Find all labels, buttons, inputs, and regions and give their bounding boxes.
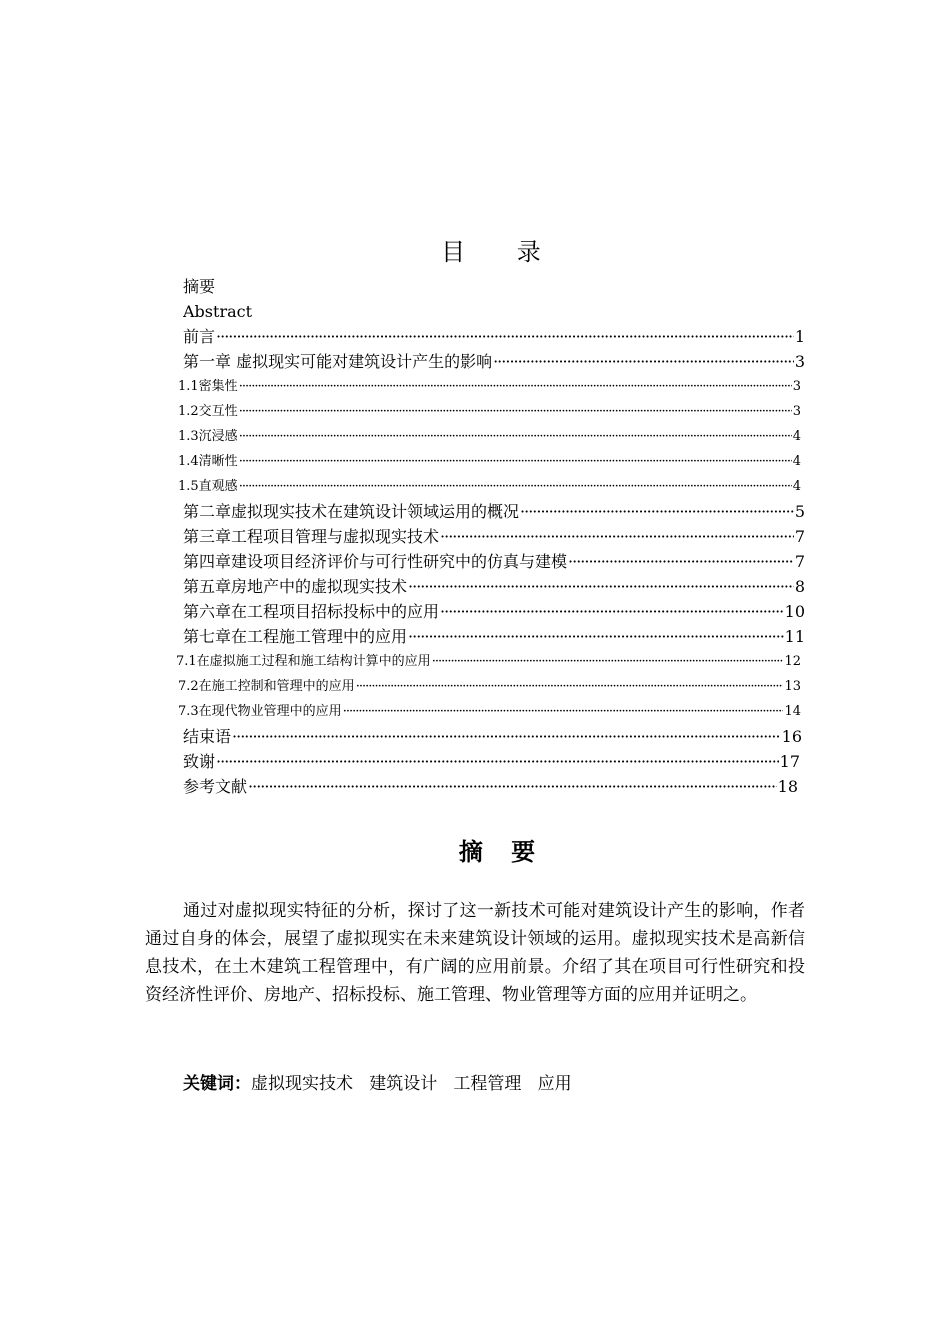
toc-leader-dots [216, 750, 779, 774]
toc-leader-dots [239, 425, 792, 449]
toc-leader-dots [568, 550, 794, 574]
toc-entry-page: 7 [794, 527, 805, 546]
toc-entry-title: 参考文献 [183, 777, 248, 796]
toc-entry [183, 750, 800, 774]
toc-entry [183, 575, 805, 599]
toc-entry-title: 摘要 [183, 277, 216, 296]
toc-leader-dots [408, 575, 794, 599]
toc-entry-title: 1.4清晰性 [178, 454, 238, 469]
toc-entry-page: 4 [792, 479, 801, 494]
abstract-body: 通过对虚拟现实特征的分析，探讨了这一新技术可能对建筑设计产生的影响，作者通过自身的体会，展望了虚拟现实在未来建筑设计领域的运用。虚拟现实技术是高新信息技术，在土木建筑工程管理中，有广阔的应用前景。介绍了其在项目可行性研究和投资经济性评价、房地产、招标投标、施工管理、物业管理等方面的应用并证明之。 [145, 901, 805, 1005]
toc-entry [178, 475, 801, 499]
toc-leader-dots [232, 725, 781, 749]
toc-leader-dots [239, 375, 792, 399]
toc-leader-dots [440, 525, 794, 549]
toc-entry-title: 第三章工程项目管理与虚拟现实技术 [183, 527, 440, 546]
toc-leader-dots [248, 775, 777, 799]
toc-leader-dots [239, 400, 792, 424]
toc-leader-dots [216, 325, 794, 349]
keywords-line [183, 1072, 572, 1096]
keywords-text: 虚拟现实技术 建筑设计 工程管理 应用 [251, 1074, 572, 1094]
toc-entry [178, 425, 801, 449]
toc-entry [183, 625, 805, 649]
toc-entry-page: 5 [794, 502, 805, 521]
toc-leader-dots [239, 450, 792, 474]
toc-entry-title: 第五章房地产中的虚拟现实技术 [183, 577, 408, 596]
toc-entry-title: 7.2在施工控制和管理中的应用 [178, 679, 355, 694]
toc-entry-title: Abstract [183, 302, 253, 321]
toc-entry-title: 致谢 [183, 752, 216, 771]
toc-leader-dots [408, 625, 784, 649]
toc-entry-title: 第一章 虚拟现实可能对建筑设计产生的影响 [183, 352, 493, 371]
toc-entry-page: 3 [794, 352, 805, 371]
toc-leader-dots [440, 600, 784, 624]
toc-entry [176, 650, 801, 674]
toc-leader-dots [239, 475, 792, 499]
toc-entry [183, 600, 805, 624]
toc-entry-page: 14 [784, 704, 801, 719]
keywords-label: 关键词： [183, 1074, 251, 1094]
toc-entry [183, 275, 805, 299]
toc-entry-page: 3 [792, 379, 801, 394]
toc-leader-dots [493, 350, 794, 374]
toc-entry-title: 结束语 [183, 727, 232, 746]
toc-entry-page: 11 [784, 627, 805, 646]
toc-entry-title: 第六章在工程项目招标投标中的应用 [183, 602, 440, 621]
toc-entry-page: 4 [792, 454, 801, 469]
toc-entry-page: 13 [784, 679, 801, 694]
toc-entry [178, 450, 801, 474]
toc-entry-title: 1.5直观感 [178, 479, 238, 494]
toc-entry-title: 第二章虚拟现实技术在建筑设计领域运用的概况 [183, 502, 520, 521]
toc-entry-title: 7.3在现代物业管理中的应用 [178, 704, 342, 719]
toc-entry [178, 375, 801, 399]
toc-leader-dots [520, 500, 794, 524]
toc-entry-page: 3 [792, 404, 801, 419]
toc-entry-page: 18 [777, 777, 798, 796]
toc-entry-title: 第四章建设项目经济评价与可行性研究中的仿真与建模 [183, 552, 568, 571]
toc-entry-page: 10 [784, 602, 805, 621]
toc-entry [183, 325, 805, 349]
toc-entry [183, 300, 805, 324]
toc-entry-title: 1.1密集性 [178, 379, 238, 394]
toc-entry [183, 525, 805, 549]
toc-entry-title: 第七章在工程施工管理中的应用 [183, 627, 408, 646]
toc-entry [183, 725, 802, 749]
toc-entry-page: 7 [794, 552, 805, 571]
toc-leader-dots [343, 700, 784, 724]
toc-leader-dots [432, 650, 784, 674]
toc-entry [178, 675, 801, 699]
toc-entry-page: 16 [781, 727, 802, 746]
toc-entry [183, 775, 798, 799]
toc-entry-page: 12 [784, 654, 801, 669]
toc-entry [178, 700, 801, 724]
toc-entry-title: 1.2交互性 [178, 404, 238, 419]
toc-entry-title: 1.3沉浸感 [178, 429, 238, 444]
toc-entry-page: 4 [792, 429, 801, 444]
toc-entry [183, 550, 805, 574]
toc-entry [178, 400, 801, 424]
abstract-title: 摘 要 [458, 838, 546, 866]
toc-leader-dots [356, 675, 784, 699]
toc-entry-page: 1 [794, 327, 805, 346]
toc-entry-page: 17 [779, 752, 800, 771]
toc-entry-title: 7.1在虚拟施工过程和施工结构计算中的应用 [176, 654, 431, 669]
toc-entry [183, 500, 805, 524]
toc-entry [183, 350, 805, 374]
toc-entry-title: 前言 [183, 327, 216, 346]
toc-entry-page: 8 [794, 577, 805, 596]
toc-title: 目 录 [441, 238, 563, 266]
